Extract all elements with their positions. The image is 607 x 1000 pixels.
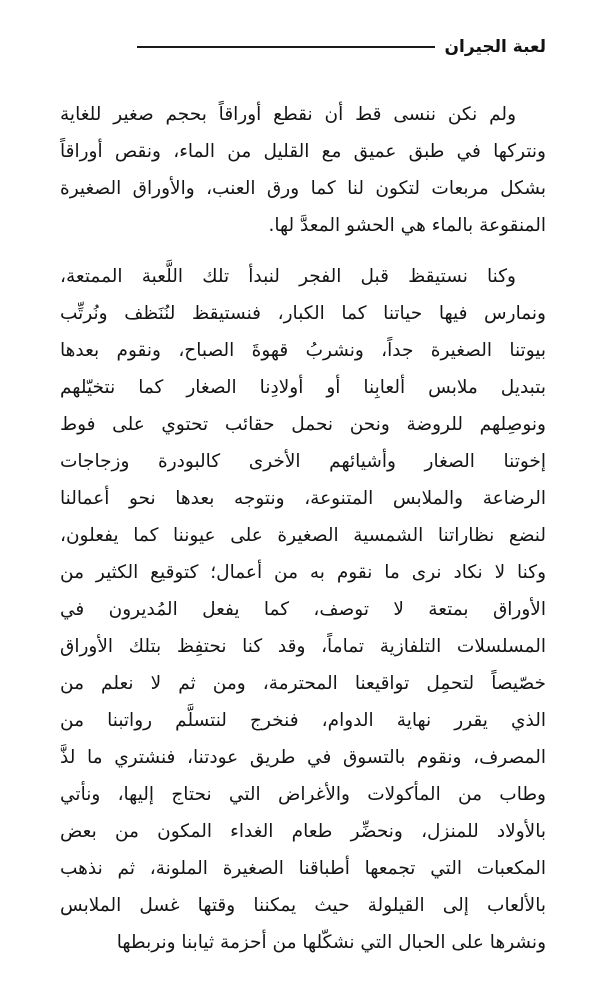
paragraph-1 bbox=[60, 96, 546, 244]
text-line: ونوصِلهم للروضة ونحن نحمل حقائب تحتوي على فوط bbox=[60, 414, 546, 435]
text-line: بشكل مربعات لتكون لنا كما ورق العنب، والأوراق الصغيرة bbox=[60, 178, 546, 199]
text-line: وكنا نستيقظ قبل الفجر لنبدأ تلك اللَّعبة الممتعة، bbox=[60, 266, 516, 287]
body-text bbox=[60, 96, 546, 961]
text-line: خصّيصاً لتحمِل تواقيعنا المحترمة، ومن ثم لا نعلم من bbox=[60, 673, 546, 694]
text-line: المصرف، ونقوم بالتسوق في طريق عودتنا، فنشتري ما لذَّ bbox=[60, 747, 546, 768]
page-header bbox=[137, 34, 546, 60]
text-line: بتبديل ملابس ألعابِنا أو أولادِنا الصغار كما نتخيّلهم bbox=[60, 377, 546, 398]
text-line: المسلسلات التلفازية تماماً، وقد كنا نحتفِظ بتلك الأوراق bbox=[60, 636, 546, 657]
text-line: ولم نكن ننسى قط أن نقطع أوراقاً بحجم صغير للغاية bbox=[60, 104, 516, 125]
text-line: الذي يقرر نهاية الدوام، فنخرج لنتسلَّم رواتبنا من bbox=[60, 710, 546, 731]
text-line: بالأولاد للمنزل، ونحضِّر طعام الغداء المكون من بعض bbox=[60, 821, 546, 842]
text-line: ونشرها على الحبال التي نشكّلها من أحزمة ثيابنا ونربطها bbox=[116, 932, 546, 953]
text-line: وطاب من المأكولات والأغراض التي نحتاج إليها، ونأتي bbox=[60, 784, 546, 805]
header-rule bbox=[137, 46, 435, 48]
chapter-title: لعبة الجيران bbox=[444, 37, 546, 57]
text-line: بيوتنا الصغيرة جداً، ونشربُ قهوةَ الصباح، ونقوم بعدها bbox=[60, 340, 546, 361]
text-line: الأوراق بمتعة لا توصف، كما يفعل المُديرون في bbox=[60, 599, 546, 620]
text-line: وكنا لا نكاد نرى ما نقوم به من أعمال؛ كتوقيع الكثير من bbox=[60, 562, 546, 583]
text-line: الرضاعة والملابس المتنوعة، ونتوجه بعدها نحو أعمالنا bbox=[60, 488, 546, 509]
text-line: ونمارس فيها حياتنا كما الكبار، فنستيقظ لنُنَظف ونُرتِّب bbox=[60, 303, 546, 324]
text-line: لنضع نظاراتنا الشمسية الصغيرة على عيوننا كما يفعلون، bbox=[60, 525, 546, 546]
text-line: المنقوعة بالماء هي الحشو المعدَّ لها. bbox=[268, 215, 546, 236]
text-line: ونتركها في طبق عميق مع القليل من الماء، ونقص أوراقاً bbox=[60, 141, 546, 162]
text-line: بالألعاب إلى القيلولة حيث يمكننا وقتها غسل الملابس bbox=[60, 895, 546, 916]
text-line: إخوتنا الصغار وأشيائهم الأخرى كالبودرة وزجاجات bbox=[60, 451, 546, 472]
text-line: المكعبات التي تجمعها أطباقنا الصغيرة الملونة، ثم نذهب bbox=[60, 858, 546, 879]
paragraph-2 bbox=[60, 258, 546, 961]
